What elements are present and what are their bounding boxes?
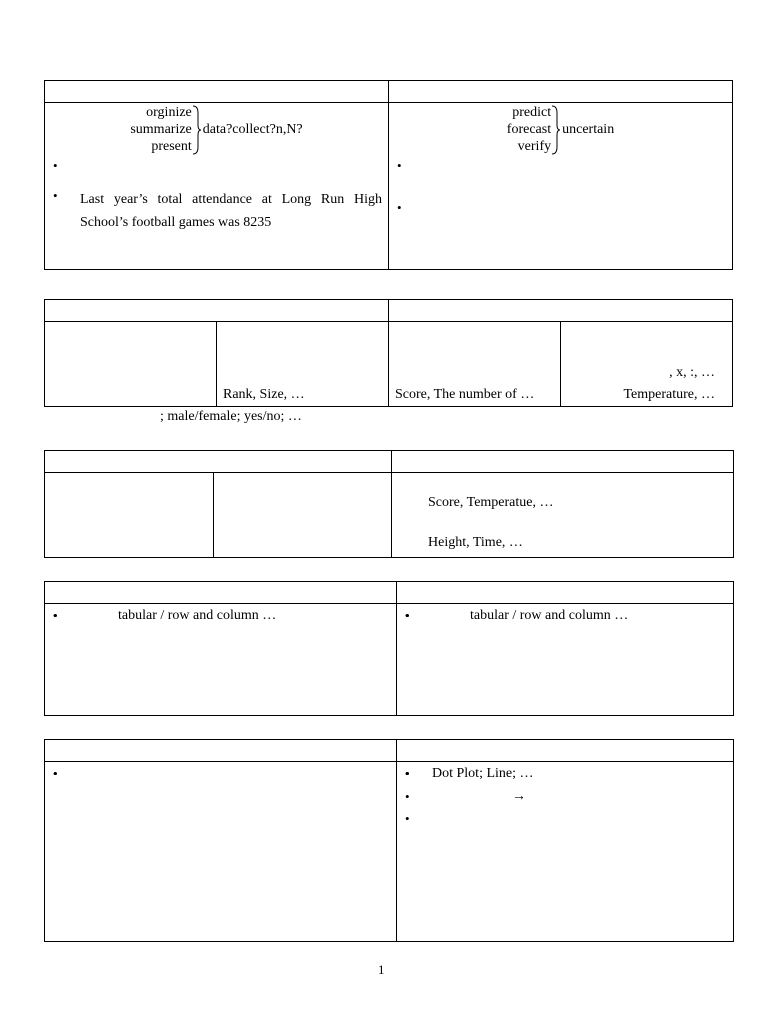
header-cell-left <box>45 582 397 604</box>
right-curly-brace-icon <box>192 105 201 155</box>
header-cell-left <box>45 740 397 762</box>
brace-target: data?collect?n,N? <box>202 121 303 137</box>
brace-word: orginize <box>146 105 192 120</box>
ordinal-examples: Rank, Size, … <box>223 387 305 402</box>
attendance-statement: • Last year’s total attendance at Long Run High School’s football games was 8235 <box>80 192 382 230</box>
bullet-item <box>51 158 382 180</box>
brace-target: uncertain <box>562 121 615 137</box>
brace-word-list <box>51 104 192 155</box>
bullet-item <box>403 786 727 809</box>
inferential-cell <box>389 103 733 270</box>
bullet-item <box>51 188 382 234</box>
bullet-list <box>395 158 726 180</box>
table-comparison <box>44 581 734 716</box>
type-cell-4 <box>561 322 733 407</box>
bullet-item: • tabular / row and column … <box>403 605 727 628</box>
measurement-table <box>44 450 734 558</box>
data-analysis-table <box>44 80 733 270</box>
descriptive-cell <box>45 103 389 270</box>
interval-examples: Score, Temperatue, … <box>428 495 554 510</box>
brace-word: predict <box>512 105 552 120</box>
brace-word: forecast <box>506 122 552 137</box>
discrete-examples: Score, The number of … <box>395 387 535 402</box>
header-cell-right <box>389 300 733 322</box>
bullet-item <box>403 763 727 786</box>
brace-word: summarize <box>130 122 192 137</box>
header-cell-left <box>45 451 392 473</box>
header-cell-right <box>389 81 733 103</box>
right-list-cell <box>397 604 734 716</box>
measure-cell-1 <box>45 473 214 558</box>
measure-cell-2 <box>214 473 392 558</box>
header-cell-left <box>45 81 389 103</box>
header-cell-right <box>392 451 734 473</box>
bullet-item: • tabular / row and column … <box>51 605 390 628</box>
left-list-cell <box>45 604 397 716</box>
graph-types-text: Dot Plot; Line; … <box>432 766 534 781</box>
bullet-list <box>51 158 382 234</box>
type-cell-2 <box>217 322 389 407</box>
header-cell-right <box>397 582 734 604</box>
brace-word-list <box>395 104 551 155</box>
left-brace-group <box>51 104 382 155</box>
type-cell-1 <box>45 322 217 407</box>
header-cell-right <box>397 740 734 762</box>
right-arrow-icon: → <box>512 788 526 804</box>
right-curly-brace-icon <box>551 105 560 155</box>
right-brace-group <box>395 104 726 155</box>
bullet-list <box>51 605 390 628</box>
ratio-examples: Height, Time, … <box>428 535 523 550</box>
bullet-list <box>403 605 727 628</box>
page-number: 1 <box>378 962 385 977</box>
brace-word: verify <box>517 139 552 154</box>
bullet-item <box>395 158 726 180</box>
data-types-table <box>44 299 733 407</box>
continuous-examples: Temperature, … <box>623 387 715 402</box>
measure-cell-3 <box>392 473 734 558</box>
header-cell-left <box>45 300 389 322</box>
brace-word: present <box>151 139 192 154</box>
left-list-cell <box>45 762 397 942</box>
continuous-symbols: , x, :, … <box>669 365 715 380</box>
type-cell-3 <box>389 322 561 407</box>
nominal-examples-note: ; male/female; yes/no; … <box>160 409 302 424</box>
bullet-list <box>403 763 727 808</box>
right-list-cell <box>397 762 734 942</box>
graph-comparison <box>44 739 734 942</box>
